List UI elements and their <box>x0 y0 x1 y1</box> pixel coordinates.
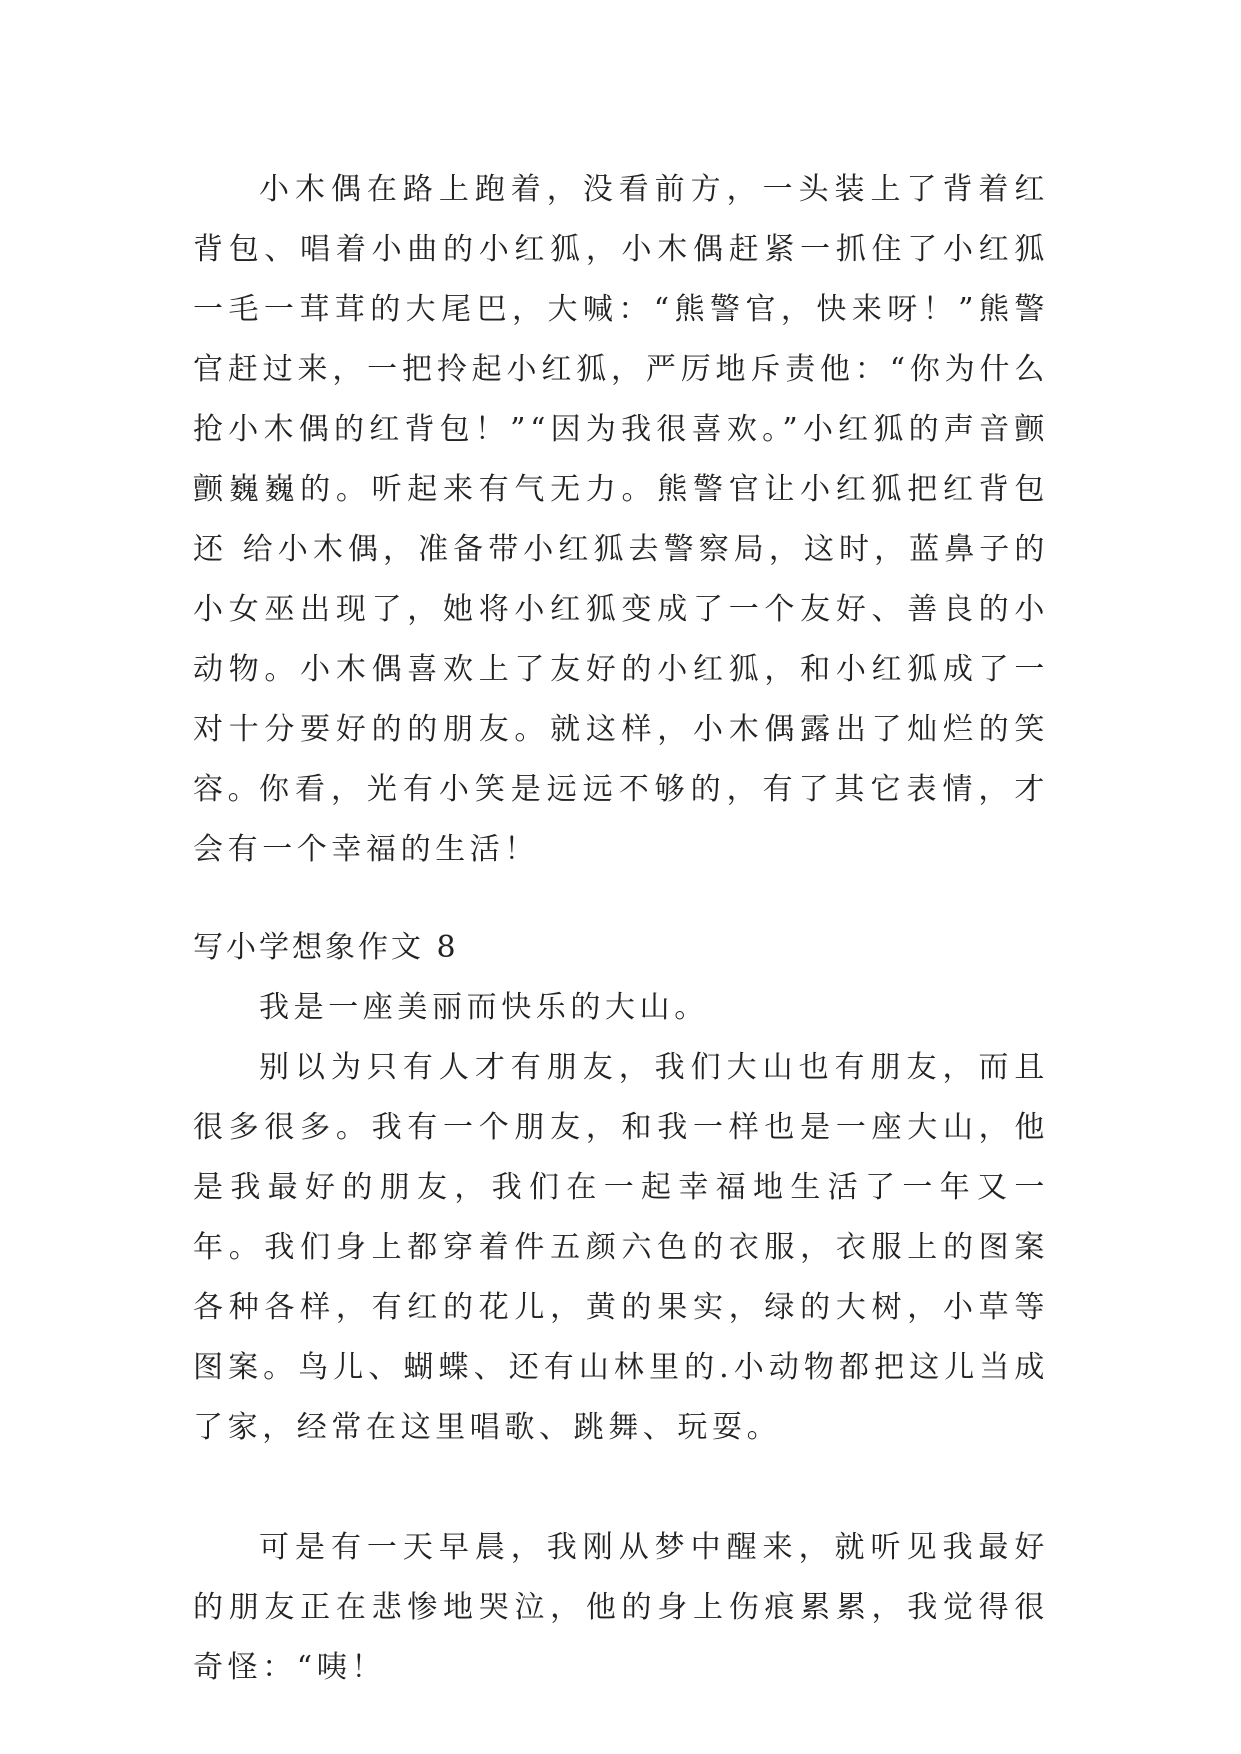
intro-paragraph: 我是一座美丽而快乐的大山。 <box>259 990 709 1025</box>
conclusion-paragraph: 你看，光有小笑是远远不够的，有了其它表情，才会有一个幸福的生活！ <box>193 772 1049 867</box>
body-paragraph: 别以为只有人才有朋友，我们大山也有朋友，而且很多很多。我有一个朋友，和我一样也是一座大山，他是我最好的朋友，我们在一起幸福地生活了一年又一年。我们身上都穿着件五颜六色的衣服，衣服上的图案各种各样，有红的花儿，黄的果实，绿的大树，小草等图案。鸟儿、蝴蝶、还有山林里的.小动物都把这儿当成了家，经常在这里唱歌、跳舞、玩耍。 <box>193 1050 1049 1445</box>
essay-heading: 写小学想象作文 8 <box>193 930 459 965</box>
story-paragraph: 小木偶在路上跑着，没看前方，一头装上了背着红背包、唱着小曲的小红狐，小木偶赶紧一抓住了小红狐一毛一茸茸的大尾巴，大喊：“熊警官，快来呀！”熊警官赶过来，一把拎起小红狐，严厉地斥责他：“你为什么抢小木偶的红背包！”“因为我很喜欢。”小红狐的声音颤颤巍巍的。听起来有气无力。熊警官让小红狐把红背包还 给小木偶，准备带小红狐去警察局，这时，蓝鼻子的小女巫出现了，她将小红狐变成了一个友好、善良的小动物。小木偶喜欢上了友好的小红狐，和小红狐成了一对十分要好的的朋友。就这样，小木偶露出了灿烂的笑容。 <box>193 172 1049 807</box>
body-paragraph: 可是有一天早晨，我刚从梦中醒来，就听见我最好的朋友正在悲惨地哭泣，他的身上伤痕累累，我觉得很奇怪：“咦！ <box>193 1530 1049 1685</box>
